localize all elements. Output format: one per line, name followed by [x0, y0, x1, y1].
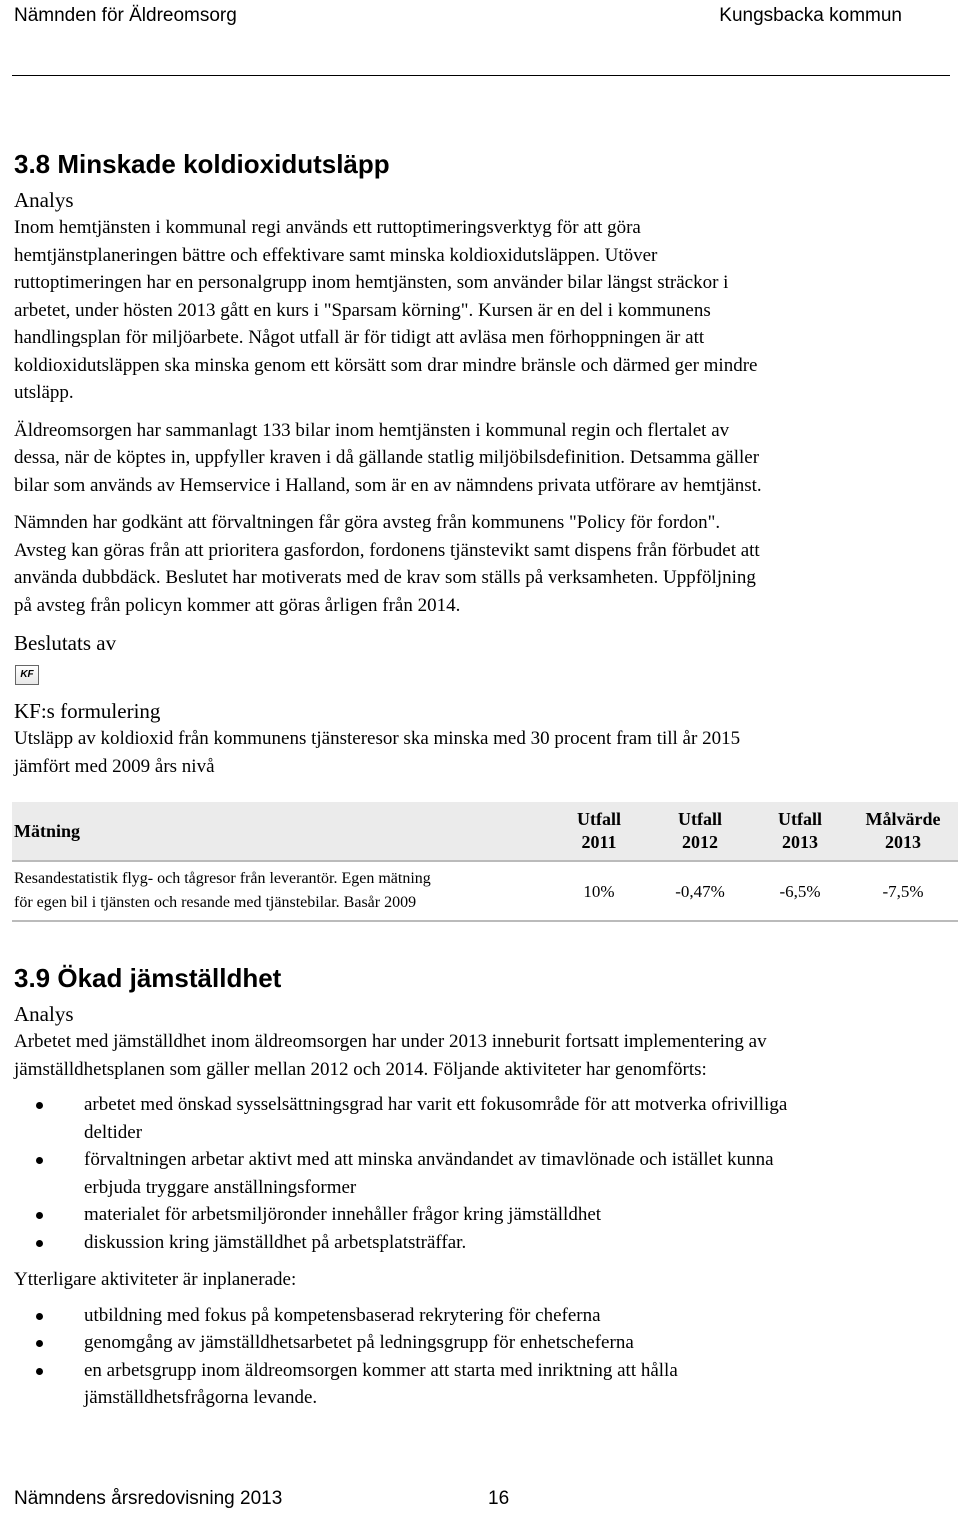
- header-line: 2013: [885, 832, 921, 852]
- desc-line: Resandestatistik flyg- och tågresor från leverantör. Egen mätning: [14, 870, 431, 887]
- item-line: utbildning med fokus på kompetensbaserad rekrytering för cheferna: [84, 1304, 601, 1326]
- text-line: ruttoptimeringen har en personalgrupp inom hemtjänsten, som använder bilar längst sträckor i: [14, 272, 729, 293]
- value-utfall-2012: -0,47%: [648, 861, 752, 921]
- text-line: arbetet, under hösten 2013 gått en kurs i "Sparsam körning". Kursen är en del i kommunens: [14, 299, 711, 321]
- text-line: hemtjänstplaneringen bättre och effektivare samt minska koldioxidutsläppen. Utöver: [14, 244, 658, 266]
- bullet-icon: [36, 1212, 43, 1219]
- item-line: arbetet med önskad sysselsättningsgrad har varit ett fokusområde för att motverka ofrivilliga: [84, 1094, 788, 1115]
- table-row: [12, 861, 958, 921]
- list-item: [84, 1302, 956, 1330]
- item-line: genomgång av jämställdhetsarbetet på ledningsgrupp för enhetscheferna: [84, 1332, 634, 1353]
- page-content: [14, 142, 956, 1412]
- footer-title: Nämndens årsredovisning 2013: [14, 1488, 283, 1509]
- text-line: handlingsplan för miljöarbete. Något utfall är för tidigt att avläsa men förhoppningen är att: [14, 327, 705, 348]
- planned-activities-intro: Ytterligare aktiviteter är inplanerade:: [14, 1269, 297, 1290]
- analys-paragraph-2: [14, 417, 956, 500]
- bullet-icon: [36, 1240, 43, 1247]
- list-item: [84, 1229, 956, 1257]
- analys-subheading-2: Analys: [14, 1002, 74, 1026]
- table-header-row: [12, 802, 958, 861]
- kf-formulering-text: [14, 725, 956, 780]
- header-municipality: Kungsbacka kommun: [719, 5, 902, 26]
- text-line: jämfört med 2009 års nivå: [14, 755, 215, 777]
- kf-icon: KF: [15, 665, 39, 685]
- measurement-description: [12, 861, 550, 921]
- bullet-icon: [36, 1340, 43, 1347]
- completed-activities-list: [14, 1091, 956, 1256]
- bullet-icon: [36, 1313, 43, 1320]
- list-item: [84, 1329, 956, 1357]
- item-line: diskussion kring jämställdhet på arbetsplatsträffar.: [84, 1231, 467, 1253]
- text-line: Utsläpp av koldioxid från kommunens tjänsteresor ska minska med 30 procent fram till år 2015: [14, 728, 741, 749]
- item-line: jämställdhetsfrågorna levande.: [84, 1387, 318, 1408]
- text-line: på avsteg från policyn kommer att göras årligen från 2014.: [14, 594, 461, 616]
- header-organization: Nämnden för Äldreomsorg: [14, 5, 237, 26]
- text-line: koldioxidutsläppen ska minska genom ett körsätt som drar mindre bränsle och därmed ger mindre: [14, 354, 758, 376]
- text-line: jämställdhetsplanen som gäller mellan 2012 och 2014. Följande aktiviteter har genomförts:: [14, 1058, 707, 1080]
- column-header-utfall-2011: [550, 802, 648, 861]
- header-line: Utfall: [577, 809, 621, 829]
- text-line: Avsteg kan göras från att prioritera gasfordon, fordonens tjänstevikt samt dispens från förbudet att: [14, 539, 760, 561]
- analys-paragraph-3: [14, 509, 956, 619]
- item-line: deltider: [84, 1121, 143, 1143]
- text-line: Äldreomsorgen har sammanlagt 133 bilar inom hemtjänsten i kommunal regin och flertalet av: [14, 419, 730, 441]
- section-heading-3-8: 3.8 Minskade koldioxidutsläpp: [14, 149, 390, 179]
- item-line: en arbetsgrupp inom äldreomsorgen kommer att starta med inriktning att hålla: [84, 1359, 678, 1381]
- text-line: Nämnden har godkänt att förvaltningen får göra avsteg från kommunens "Policy för fordon".: [14, 512, 721, 533]
- list-item: [84, 1357, 956, 1412]
- bullet-icon: [36, 1157, 43, 1164]
- item-line: förvaltningen arbetar aktivt med att minska användandet av timavlönade och istället kunna: [84, 1149, 774, 1170]
- column-header-matning: Mätning: [12, 802, 550, 861]
- list-item: [84, 1091, 956, 1146]
- header-line: Utfall: [678, 809, 722, 829]
- column-header-malvarde-2013: [848, 802, 958, 861]
- text-line: använda dubbdäck. Beslutet har motiverats med de krav som ställs på verksamheten. Uppföljning: [14, 567, 756, 588]
- page-number: 16: [488, 1488, 510, 1509]
- header-line: Utfall: [778, 809, 822, 829]
- bullet-icon: [36, 1102, 43, 1109]
- jamstalldhet-paragraph: [14, 1028, 956, 1083]
- item-line: erbjuda tryggare anställningsformer: [84, 1176, 357, 1198]
- measurement-table: [12, 802, 958, 922]
- column-header-utfall-2013: [752, 802, 848, 861]
- planned-activities-list: [14, 1302, 956, 1412]
- text-line: Arbetet med jämställdhet inom äldreomsorgen har under 2013 inneburit fortsatt implementering av: [14, 1031, 767, 1052]
- list-item: [84, 1201, 956, 1229]
- header-line: 2013: [782, 832, 818, 852]
- item-line: materialet för arbetsmiljöronder innehåller frågor kring jämställdhet: [84, 1204, 602, 1225]
- column-header-utfall-2012: [648, 802, 752, 861]
- kf-formulering-subheading: KF:s formulering: [14, 699, 161, 723]
- text-line: bilar som används av Hemservice i Halland, som är en av nämndens privata utförare av hemtjänst.: [14, 474, 762, 496]
- list-item: [84, 1146, 956, 1201]
- value-malvarde-2013: -7,5%: [848, 861, 958, 921]
- header-line: 2012: [682, 832, 718, 852]
- section-heading-3-9: 3.9 Ökad jämställdhet: [14, 963, 282, 993]
- text-line: Inom hemtjänsten i kommunal regi används ett ruttoptimeringsverktyg för att göra: [14, 217, 641, 238]
- desc-line: för egen bil i tjänsten och resande med tjänstebilar. Basår 2009: [14, 894, 417, 911]
- header-divider: [12, 75, 950, 76]
- text-line: utsläpp.: [14, 382, 74, 403]
- beslutats-av-subheading: Beslutats av: [14, 631, 117, 655]
- bullet-icon: [36, 1368, 43, 1375]
- header-line: Målvärde: [865, 809, 941, 829]
- header-line: 2011: [581, 832, 617, 852]
- value-utfall-2013: -6,5%: [752, 861, 848, 921]
- text-line: dessa, när de köptes in, uppfyller kraven i då gällande statlig miljöbilsdefinition. Detsamma gäller: [14, 447, 760, 468]
- analys-subheading: Analys: [14, 188, 74, 212]
- value-utfall-2011: 10%: [550, 861, 648, 921]
- analys-paragraph-1: [14, 214, 956, 407]
